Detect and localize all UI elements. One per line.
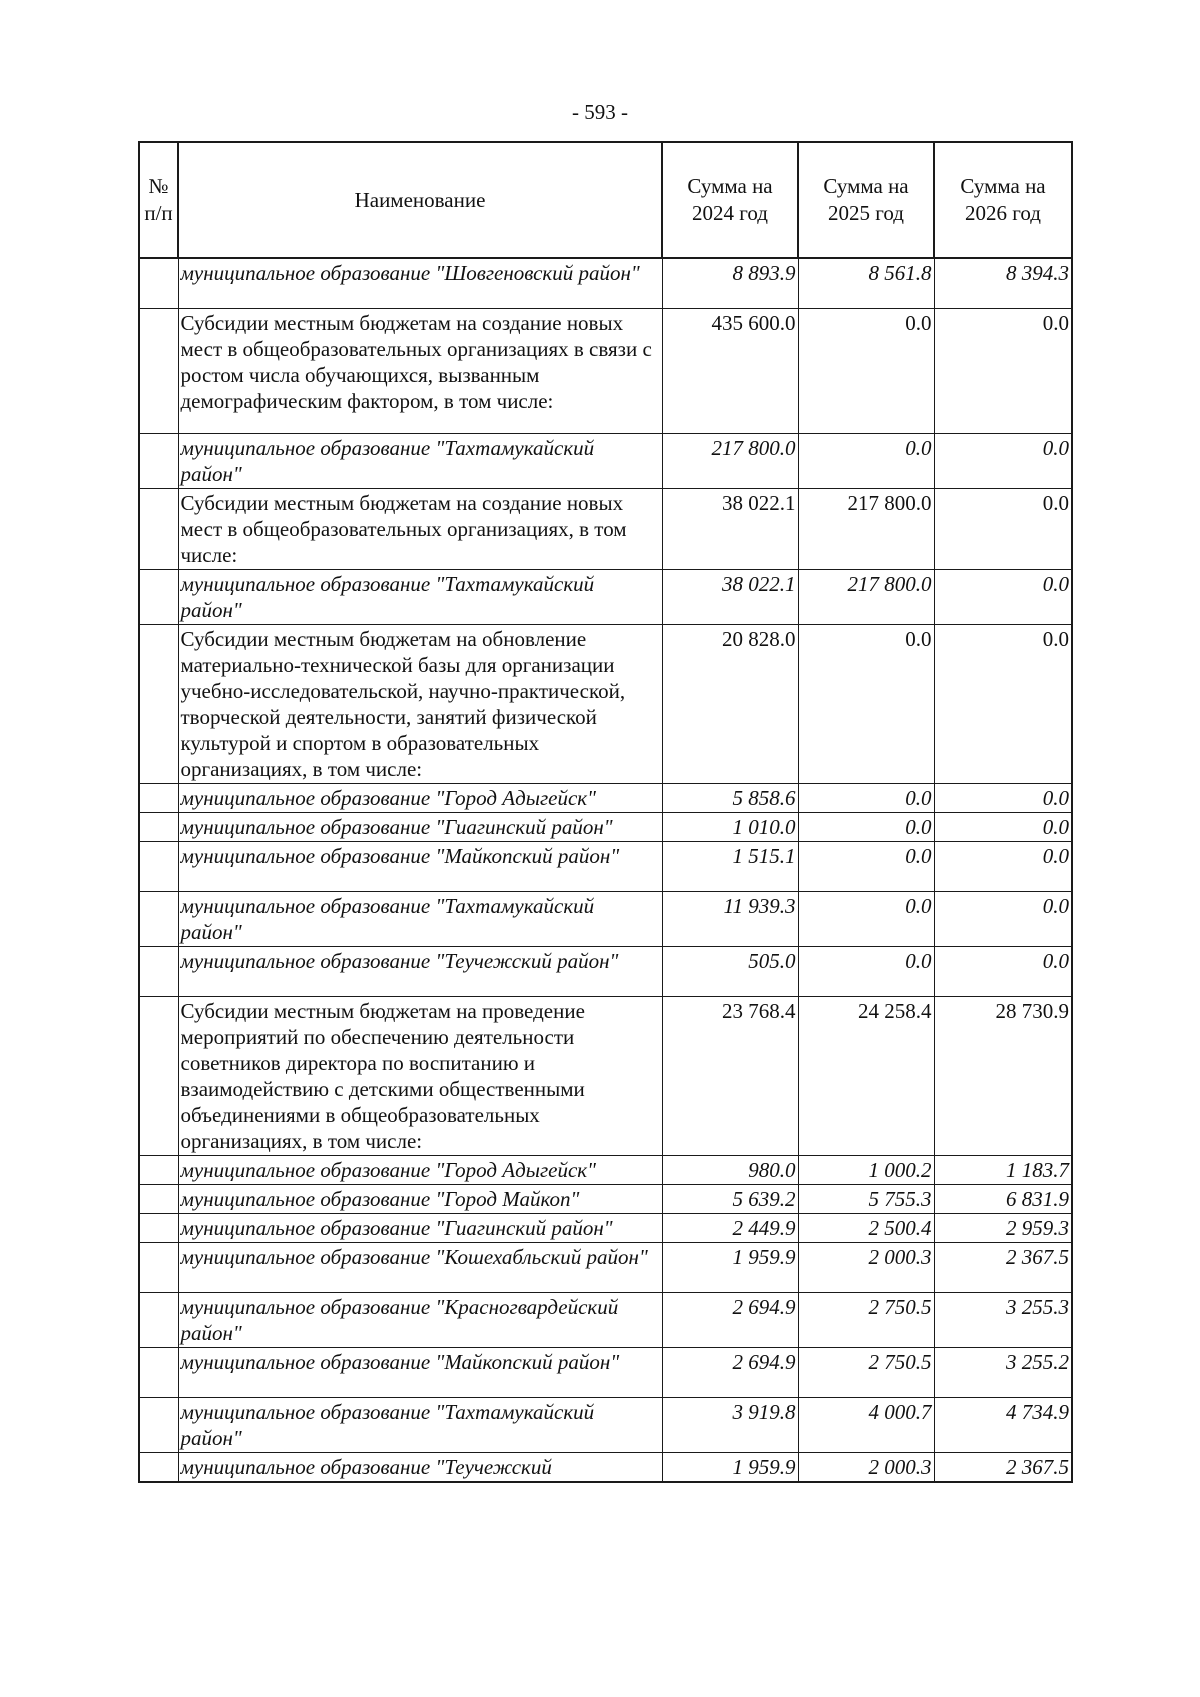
row-number-cell [139, 996, 178, 1155]
row-value-2024: 2 694.9 [662, 1347, 798, 1397]
budget-table [138, 141, 1073, 1483]
row-value-2025: 2 500.4 [798, 1213, 934, 1242]
header-2025: Сумма на 2025 год [798, 142, 934, 258]
row-value-2025: 0.0 [798, 433, 934, 488]
row-name-cell: муниципальное образование "Майкопский район" [178, 1347, 662, 1397]
table-row [139, 996, 1072, 1155]
row-value-2025: 2 000.3 [798, 1452, 934, 1482]
row-value-2026: 0.0 [934, 891, 1072, 946]
table-row [139, 488, 1072, 569]
table-row [139, 308, 1072, 433]
header-name: Наименование [178, 142, 662, 258]
row-name-cell: Субсидии местным бюджетам на создание новых мест в общеобразовательных организациях, в том числе: [178, 488, 662, 569]
table-row [139, 812, 1072, 841]
table-row [139, 841, 1072, 891]
row-value-2025: 0.0 [798, 841, 934, 891]
table-row [139, 1155, 1072, 1184]
row-name-cell: муниципальное образование "Тахтамукайский район" [178, 1397, 662, 1452]
row-value-2025: 0.0 [798, 308, 934, 433]
table-row [139, 1184, 1072, 1213]
row-value-2024: 3 919.8 [662, 1397, 798, 1452]
page-number: - 593 - [572, 100, 628, 124]
row-value-2025: 2 750.5 [798, 1347, 934, 1397]
row-value-2026: 2 959.3 [934, 1213, 1072, 1242]
header-2026: Сумма на 2026 год [934, 142, 1072, 258]
row-value-2025: 8 561.8 [798, 258, 934, 308]
row-value-2024: 1 010.0 [662, 812, 798, 841]
row-value-2024: 980.0 [662, 1155, 798, 1184]
row-value-2024: 217 800.0 [662, 433, 798, 488]
row-name-cell: муниципальное образование "Кошехабльский район" [178, 1242, 662, 1292]
row-value-2026: 0.0 [934, 569, 1072, 624]
row-value-2026: 2 367.5 [934, 1242, 1072, 1292]
row-value-2025: 0.0 [798, 783, 934, 812]
row-value-2024: 1 959.9 [662, 1452, 798, 1482]
row-name-cell: муниципальное образование "Гиагинский район" [178, 1213, 662, 1242]
row-value-2025: 5 755.3 [798, 1184, 934, 1213]
row-name-cell: муниципальное образование "Шовгеновский район" [178, 258, 662, 308]
row-value-2024: 435 600.0 [662, 308, 798, 433]
row-number-cell [139, 569, 178, 624]
table-row [139, 1347, 1072, 1397]
row-name-cell: Субсидии местным бюджетам на обновление материально-технической базы для организации учебно-исследовательской, научно-практической, творческой деятельности, занятий физической культурой и спортом в образовательных организациях, в том числе: [178, 624, 662, 783]
table-row [139, 783, 1072, 812]
row-number-cell [139, 1213, 178, 1242]
row-value-2024: 11 939.3 [662, 891, 798, 946]
row-value-2024: 20 828.0 [662, 624, 798, 783]
table-row [139, 1397, 1072, 1452]
row-value-2024: 2 449.9 [662, 1213, 798, 1242]
row-value-2026: 8 394.3 [934, 258, 1072, 308]
table-row [139, 1242, 1072, 1292]
row-value-2025: 217 800.0 [798, 569, 934, 624]
row-name-cell: муниципальное образование "Город Адыгейск" [178, 1155, 662, 1184]
header-2024: Сумма на 2024 год [662, 142, 798, 258]
table-row [139, 624, 1072, 783]
row-name-cell: муниципальное образование "Город Майкоп" [178, 1184, 662, 1213]
row-value-2026: 0.0 [934, 624, 1072, 783]
row-value-2026: 6 831.9 [934, 1184, 1072, 1213]
table-body [139, 258, 1072, 1482]
row-value-2026: 0.0 [934, 308, 1072, 433]
row-name-cell: муниципальное образование "Тахтамукайский район" [178, 433, 662, 488]
row-number-cell [139, 433, 178, 488]
row-name-cell: муниципальное образование "Теучежский район" [178, 946, 662, 996]
row-value-2025: 24 258.4 [798, 996, 934, 1155]
row-name-cell: Субсидии местным бюджетам на создание новых мест в общеобразовательных организациях в связи с ростом числа обучающихся, вызванным демографическим фактором, в том числе: [178, 308, 662, 433]
row-value-2026: 0.0 [934, 841, 1072, 891]
row-value-2025: 2 000.3 [798, 1242, 934, 1292]
row-value-2025: 0.0 [798, 624, 934, 783]
row-value-2026: 4 734.9 [934, 1397, 1072, 1452]
row-value-2024: 38 022.1 [662, 488, 798, 569]
row-name-cell: муниципальное образование "Гиагинский район" [178, 812, 662, 841]
table-row [139, 433, 1072, 488]
row-number-cell [139, 1292, 178, 1347]
row-number-cell [139, 891, 178, 946]
row-number-cell [139, 783, 178, 812]
row-value-2024: 505.0 [662, 946, 798, 996]
row-value-2025: 1 000.2 [798, 1155, 934, 1184]
row-number-cell [139, 1242, 178, 1292]
row-number-cell [139, 624, 178, 783]
row-value-2026: 0.0 [934, 946, 1072, 996]
row-number-cell [139, 1452, 178, 1482]
row-value-2026: 28 730.9 [934, 996, 1072, 1155]
row-value-2026: 3 255.2 [934, 1347, 1072, 1397]
row-value-2024: 1 959.9 [662, 1242, 798, 1292]
row-name-cell: Субсидии местным бюджетам на проведение мероприятий по обеспечению деятельности советников директора по воспитанию и взаимодействию с детскими общественными объединениями в общеобразовательных организациях, в том числе: [178, 996, 662, 1155]
row-value-2025: 217 800.0 [798, 488, 934, 569]
table-row [139, 1213, 1072, 1242]
row-value-2026: 0.0 [934, 812, 1072, 841]
row-name-cell: муниципальное образование "Красногвардейский район" [178, 1292, 662, 1347]
row-value-2026: 0.0 [934, 488, 1072, 569]
row-number-cell [139, 1155, 178, 1184]
row-number-cell [139, 1347, 178, 1397]
row-value-2025: 0.0 [798, 812, 934, 841]
row-number-cell [139, 1184, 178, 1213]
row-value-2024: 1 515.1 [662, 841, 798, 891]
row-value-2026: 3 255.3 [934, 1292, 1072, 1347]
row-number-cell [139, 812, 178, 841]
row-number-cell [139, 308, 178, 433]
row-value-2024: 8 893.9 [662, 258, 798, 308]
table-row [139, 891, 1072, 946]
row-value-2026: 0.0 [934, 433, 1072, 488]
row-name-cell: муниципальное образование "Город Адыгейск" [178, 783, 662, 812]
row-value-2025: 0.0 [798, 946, 934, 996]
row-value-2024: 23 768.4 [662, 996, 798, 1155]
table-row [139, 258, 1072, 308]
row-number-cell [139, 488, 178, 569]
header-num: № п/п [139, 142, 178, 258]
row-name-cell: муниципальное образование "Теучежский [178, 1452, 662, 1482]
row-value-2026: 1 183.7 [934, 1155, 1072, 1184]
table-header-row [139, 142, 1072, 258]
row-value-2024: 5 639.2 [662, 1184, 798, 1213]
row-value-2024: 5 858.6 [662, 783, 798, 812]
row-value-2024: 38 022.1 [662, 569, 798, 624]
row-number-cell [139, 946, 178, 996]
row-name-cell: муниципальное образование "Тахтамукайский район" [178, 569, 662, 624]
row-value-2025: 2 750.5 [798, 1292, 934, 1347]
row-value-2026: 0.0 [934, 783, 1072, 812]
row-name-cell: муниципальное образование "Тахтамукайский район" [178, 891, 662, 946]
row-number-cell [139, 841, 178, 891]
row-number-cell [139, 258, 178, 308]
row-value-2025: 0.0 [798, 891, 934, 946]
row-value-2025: 4 000.7 [798, 1397, 934, 1452]
table-row [139, 1292, 1072, 1347]
row-name-cell: муниципальное образование "Майкопский район" [178, 841, 662, 891]
row-value-2026: 2 367.5 [934, 1452, 1072, 1482]
table-row [139, 569, 1072, 624]
table-row [139, 946, 1072, 996]
row-number-cell [139, 1397, 178, 1452]
table-row [139, 1452, 1072, 1482]
row-value-2024: 2 694.9 [662, 1292, 798, 1347]
